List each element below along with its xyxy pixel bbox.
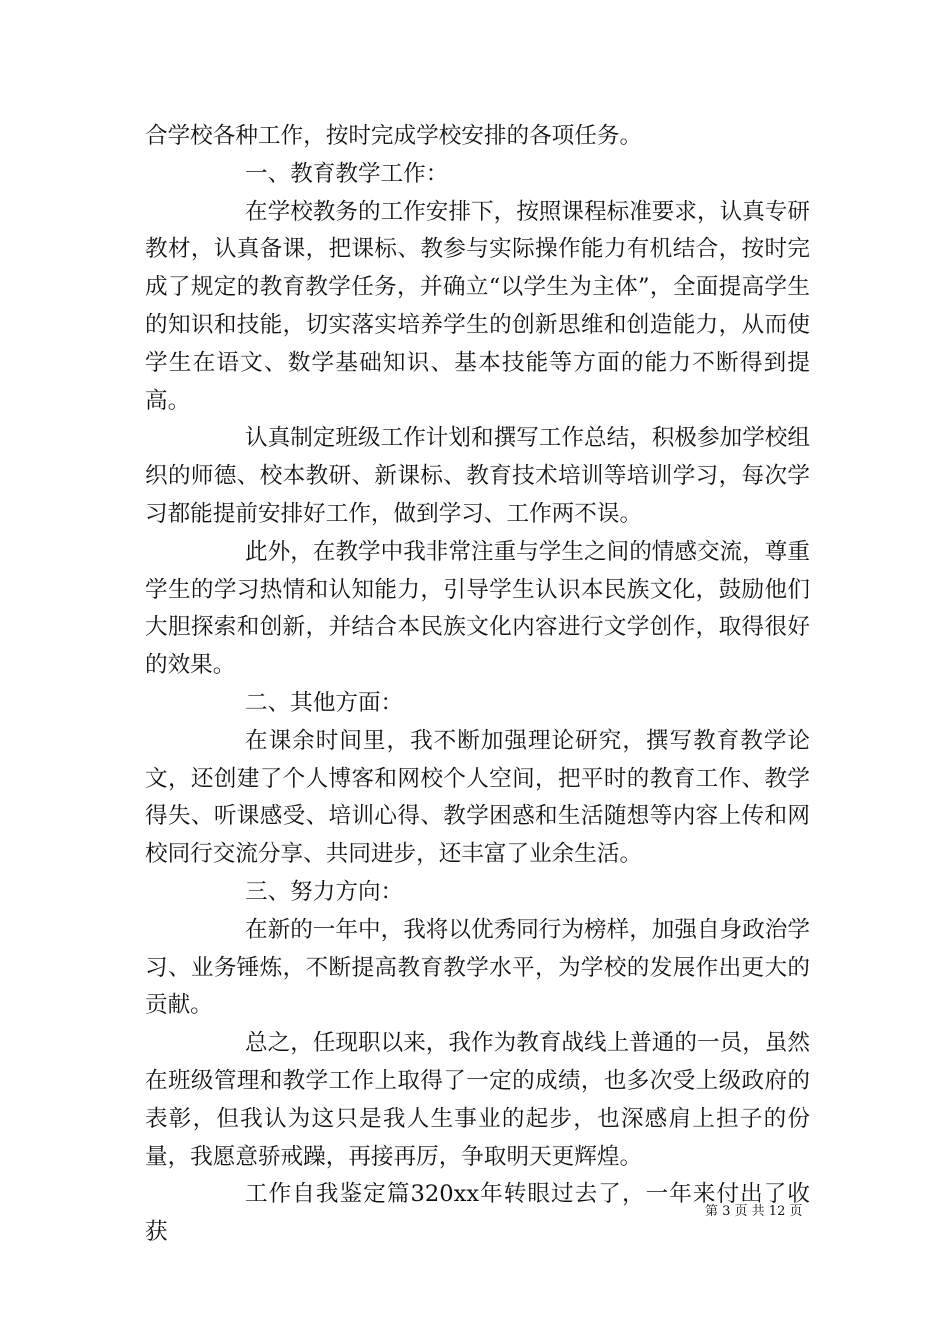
paragraph-next-article: 工作自我鉴定篇320xx年转眼过去了，一年来付出了收获 bbox=[145, 1181, 810, 1246]
section-heading-teaching: 一、教育教学工作： bbox=[245, 160, 449, 187]
paragraph-class-plan: 认真制定班级工作计划和撰写工作总结，积极参加学校组织的师德、校本教研、新课标、教育技术培训等培训学习，每次学习都能提前安排好工作，做到学习、工作两不误。 bbox=[145, 425, 810, 527]
section-heading-direction: 三、努力方向： bbox=[245, 878, 404, 905]
section-heading-other: 二、其他方面： bbox=[245, 689, 404, 716]
paragraph-spare-time: 在课余时间里，我不断加强理论研究，撰写教育教学论文，还创建了个人博客和网校个人空间，把平时的教育工作、教学得失、听课感受、培训心得、教学困惑和生活随想等内容上传和网校同行交流分享、共同进步，还丰富了业余生活。 bbox=[145, 727, 810, 868]
document-body bbox=[145, 118, 810, 1252]
paragraph-teaching-work: 在学校教务的工作安排下，按照课程标准要求，认真专研教材，认真备课，把课标、教参与实际操作能力有机结合，按时完成了规定的教育教学任务，并确立“以学生为主体”，全面提高学生的知识和技能，切实落实培养学生的创新思维和创造能力，从而使学生在语文、数学基础知识、基本技能等方面的能力不断得到提高。 bbox=[145, 198, 810, 414]
paragraph-summary: 总之，任现职以来，我作为教育战线上普通的一员，虽然在班级管理和教学工作上取得了一定的成绩，也多次受上级政府的表彰，但我认为这只是我人生事业的起步，也深感肩上担子的份量，我愿意骄戒躁，再接再厉，争取明天更辉煌。 bbox=[145, 1030, 810, 1170]
paragraph-new-year: 在新的一年中，我将以优秀同行为榜样，加强自身政治学习、业务锤炼，不断提高教育教学水平，为学校的发展作出更大的贡献。 bbox=[145, 916, 810, 1019]
paragraph-continuation: 合学校各种工作，按时完成学校安排的各项任务。 bbox=[145, 123, 643, 149]
paragraph-emotional-exchange: 此外，在教学中我非常注重与学生之间的情感交流，尊重学生的学习热情和认知能力，引导学生认识本民族文化，鼓励他们大胆探索和创新，并结合本民族文化内容进行文学创作，取得很好的效果。 bbox=[145, 538, 810, 679]
page-number-footer: 第 3 页 共 12 页 bbox=[705, 1204, 803, 1219]
